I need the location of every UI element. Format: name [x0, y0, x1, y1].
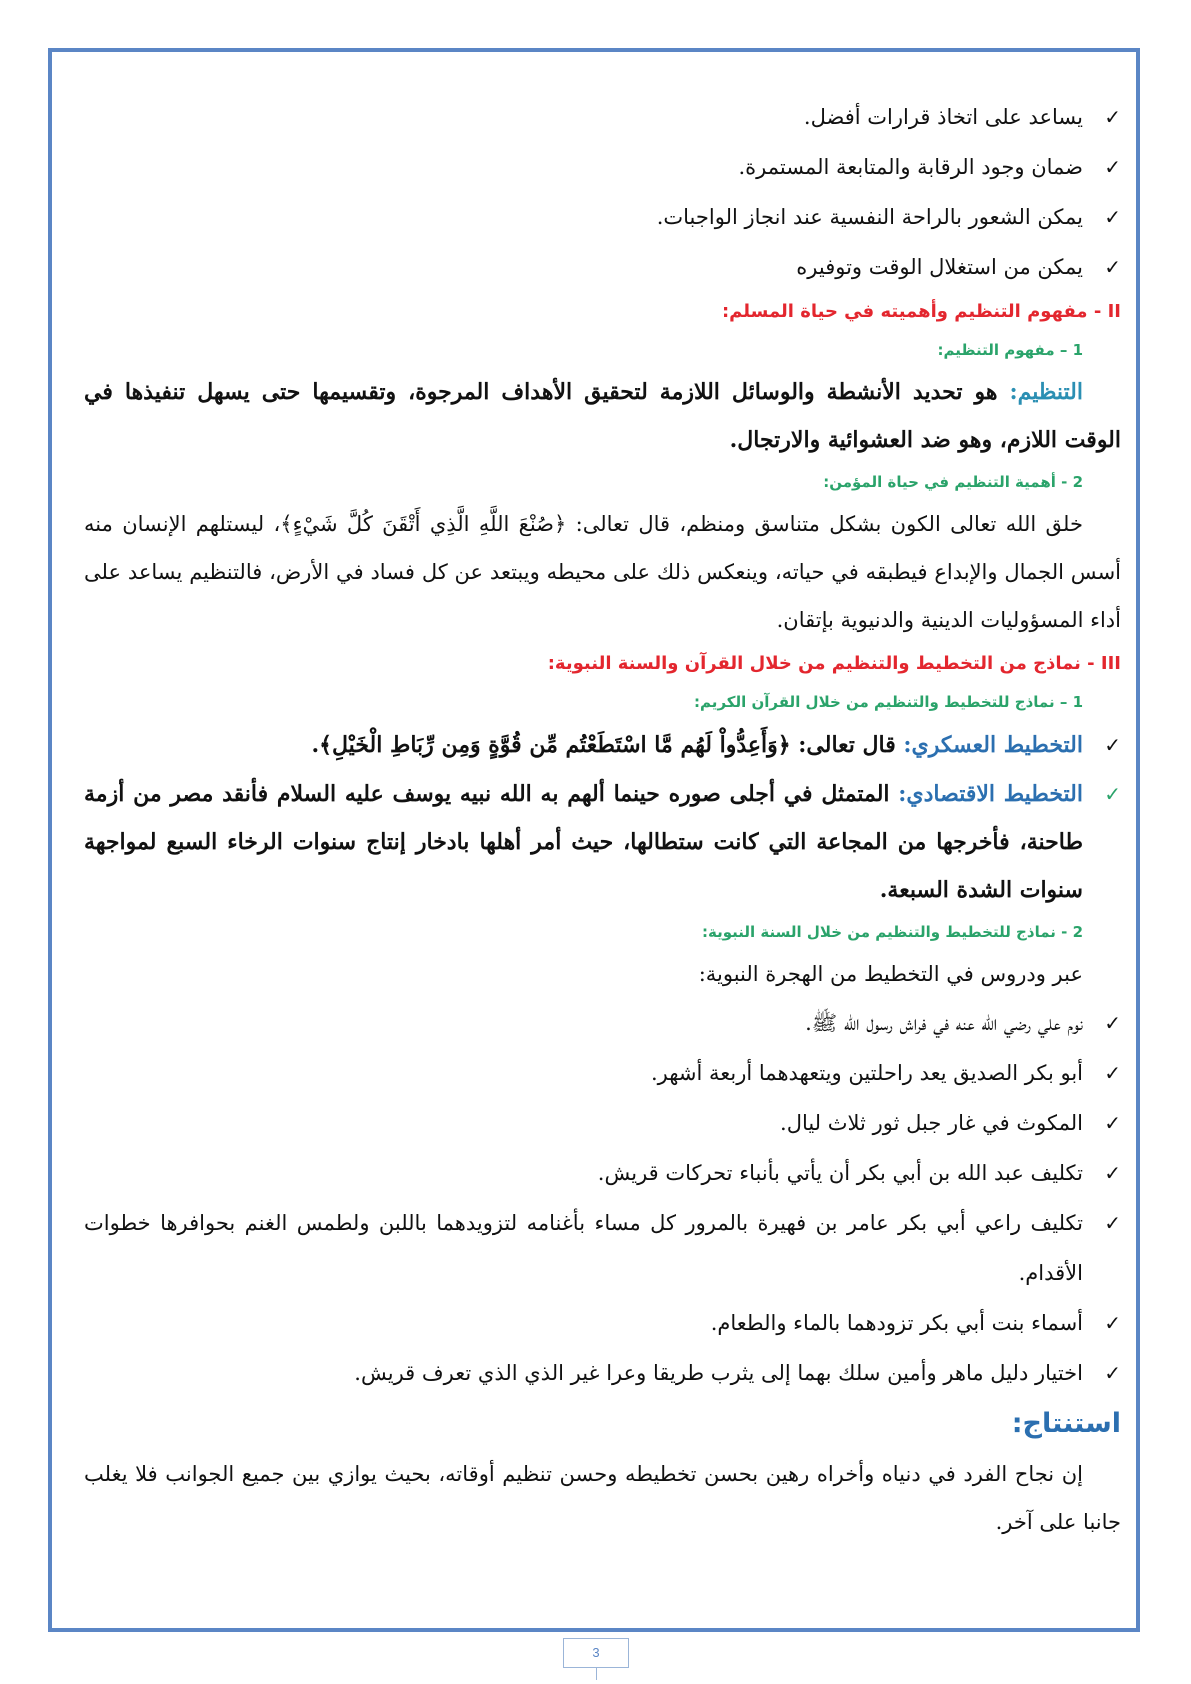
check-mark-icon: ✓	[1104, 155, 1121, 179]
check-mark-icon: ✓	[1104, 1161, 1121, 1185]
page-number-tick	[596, 1668, 597, 1680]
subsection-heading: 2 - أهمية التنظيم في حياة المؤمن:	[823, 473, 1083, 491]
definition-term: التنظيم:	[1009, 379, 1083, 405]
check-mark-icon: ✓	[1104, 1111, 1121, 1135]
list-item: ✓ ضمان وجود الرقابة والمتابعة المستمرة.	[84, 142, 1121, 192]
check-mark-icon: ✓	[1104, 255, 1121, 279]
check-mark-icon: ✓	[1104, 733, 1121, 757]
subsection-heading: 1 – نماذج للتخطيط والتنظيم من خلال القرآن الكريم:	[694, 693, 1083, 711]
list-item: ✓ يساعد على اتخاذ قرارات أفضل.	[84, 92, 1121, 142]
list-item: ✓ تكليف راعي أبي بكر عامر بن فهيرة بالمرور كل مساء بأغنامه لتزويدهما باللبن ولطمس الغنم بحوافرها خطوات الأقدام.	[84, 1198, 1121, 1298]
list-item: ✓ التخطيط الاقتصادي: المتمثل في أجلى صوره حينما ألهم به الله نبيه يوسف عليه السلام فأنقد مصر من أزمة طاحنة، فأخرجها من المجاعة التي كانت ستطالها، حيث أمر أهلها بادخار إنتاج سنوات الرخاء السبع لمواجهة سنوات الشدة السبعة.	[84, 770, 1121, 914]
check-mark-icon: ✓	[1104, 1211, 1121, 1235]
subsection-heading: 1 – مفهوم التنظيم:	[937, 341, 1083, 359]
subsection-heading: 2 - نماذج للتخطيط والتنظيم من خلال السنة النبوية:	[701, 923, 1083, 941]
military-term: التخطيط العسكري:	[903, 732, 1083, 758]
conclusion-paragraph: إن نجاح الفرد في دنياه وأخراه رهين بحسن تخطيطه وحسن تنظيم أوقاته، بحيث يوازي بين جميع الجوانب فلا يغلب جانبا على آخر.	[84, 1462, 1121, 1534]
check-mark-icon: ✓	[1104, 205, 1121, 229]
check-mark-icon: ✓	[1104, 1361, 1121, 1385]
page-number: 3	[563, 1638, 629, 1668]
list-item: ✓ أسماء بنت أبي بكر تزودهما بالماء والطعام.	[84, 1298, 1121, 1348]
check-mark-icon: ✓	[1104, 105, 1121, 129]
list-item: ✓ يمكن الشعور بالراحة النفسية عند انجاز الواجبات.	[84, 192, 1121, 242]
definition-paragraph: التنظيم: هو تحديد الأنشطة والوسائل اللازمة لتحقيق الأهداف المرجوة، وتقسيمها حتى يسهل تنفيذها في الوقت اللازم، وهو ضد العشوائية والارتجال.	[84, 379, 1121, 453]
section-heading: II - مفهوم التنظيم وأهميته في حياة المسلم:	[721, 301, 1121, 322]
list-item: ✓ يمكن من استغلال الوقت وتوفيره	[84, 242, 1121, 292]
page-content	[84, 92, 1121, 1546]
check-mark-icon: ✓	[1104, 1311, 1121, 1335]
check-mark-icon: ✓	[1104, 1061, 1121, 1085]
check-mark-icon: ✓	[1104, 782, 1121, 806]
hijra-intro: عبر ودروس في التخطيط من الهجرة النبوية:	[698, 962, 1083, 986]
economic-term: التخطيط الاقتصادي:	[898, 781, 1084, 807]
list-item: ✓ اختيار دليل ماهر وأمين سلك بهما إلى يثرب طريقا وعرا غير الذي الذي تعرف قريش.	[84, 1348, 1121, 1398]
conclusion-heading: استنتاج:	[1011, 1408, 1121, 1439]
list-item: ✓ التخطيط العسكري: قال تعالى: ﴿وَأَعِدُّواْ لَهُم مَّا اسْتَطَعْتُم مِّن قُوَّةٍ وَمِن رِّبَاطِ الْخَيْلِ﴾.	[84, 720, 1121, 770]
list-item: ✓ نوم علي رضي الله عنه في فراش رسول الله ﷺ.	[84, 998, 1121, 1048]
section-heading: III - نماذج من التخطيط والتنظيم من خلال القرآن والسنة النبوية:	[547, 653, 1121, 674]
list-item: ✓ المكوث في غار جبل ثور ثلاث ليال.	[84, 1098, 1121, 1148]
check-mark-icon: ✓	[1104, 1011, 1121, 1035]
list-item: ✓ تكليف عبد الله بن أبي بكر أن يأتي بأنباء تحركات قريش.	[84, 1148, 1121, 1198]
importance-paragraph: خلق الله تعالى الكون بشكل متناسق ومنظم، قال تعالى: ﴿صُنْعَ اللَّهِ الَّذِي أَتْقَنَ كُلَّ شَيْءٍ﴾، ليستلهم الإنسان منه أسس الجمال والإبداع فيطبقه في حياته، وينعكس ذلك على محيطه ويبتعد عن كل فساد في الأرض، فالتنظيم يساعد على أداء المسؤوليات الدينية والدنيوية بإتقان.	[84, 512, 1121, 632]
list-item: ✓ أبو بكر الصديق يعد راحلتين ويتعهدهما أربعة أشهر.	[84, 1048, 1121, 1098]
